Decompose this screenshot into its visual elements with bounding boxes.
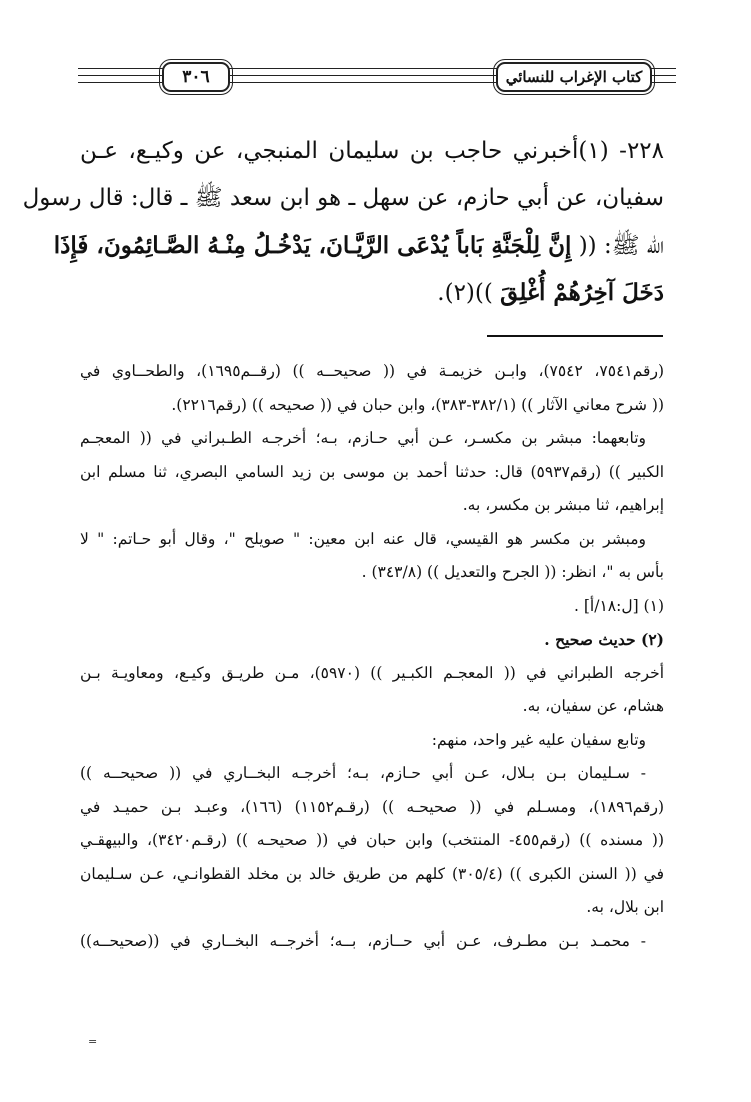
footnotes — [80, 355, 664, 958]
footnote-line: ابن بلال، به. — [586, 898, 664, 916]
footnote-line: وتابع سفيان عليه غير واحد، منهم: — [431, 730, 646, 749]
continuation-mark: = — [88, 1035, 98, 1048]
footnote-separator — [487, 335, 663, 337]
footnote-line: في (( السنن الكبرى )) (٣٠٥/٤) كلهم من طريق خالد بن مخلد القطوانـي، عـن سـليمان — [80, 864, 664, 883]
footnote-line: إبراهيم، ثنا مبشر بن مكسر، به. — [462, 496, 664, 514]
hadith-line-2 — [22, 175, 664, 222]
footnote-line: الكبير )) (رقم٥٩٣٧) قال: حدثنا أحمد بن موسى بن زيد السامي البصري، ثنا مسلم ابن — [80, 462, 664, 481]
hadith-line-1 — [80, 128, 664, 175]
footnote-ref-1: (١) [ل:١٨/أ] . — [574, 596, 664, 615]
page-header — [78, 54, 676, 98]
hadith-line-3-intro: الله ﷺ: (( — [578, 233, 664, 259]
hadith-matn-part-2: دَخَلَ آخِرُهُمْ أُغْلِقَ — [500, 279, 664, 306]
hadith-line-2-text: سفيان، عن أبي حازم، عن سهل ـ هو ابن سعد ﷺ ـ قال: قال رسول — [22, 185, 664, 211]
hadith-matn-part-1: إِنَّ لِلْجَنَّةِ بَاباً يُدْعَى الرَّيَّـانَ، يَدْخُـلُ مِنْـهُ الصَّـائِمُونَ، فَإِذَا — [53, 232, 572, 259]
footnote-line: بأس به "، انظر: (( الجرح والتعديل )) (٣٤٣/٨) . — [361, 563, 664, 581]
footnote-line: (( شرح معاني الآثار )) (٣٨٢/١-٣٨٣)، وابن حبان في (( صحيحه )) (رقم٢٢١٦). — [171, 395, 664, 414]
footnote-line: هشام، عن سفيان، به. — [522, 697, 664, 715]
footnote-line: - سـليمان بـن بـلال، عـن أبي حـازم، بـه؛ أخرجـه البخــاري في (( صحيحــه )) — [80, 764, 646, 782]
footnote-line: - محمـد بـن مطـرف، عـن أبي حــازم، بــه؛ أخرجــه البخــاري في ((صحيحــه)) — [80, 931, 646, 950]
hadith-text — [22, 128, 664, 316]
footnote-line: (رقم٧٥٤١، ٧٥٤٢)، وابـن خزيمـة في (( صحيحــه )) (رقــم١٦٩٥)، والطحــاوي في — [80, 362, 664, 380]
hadith-line-3 — [53, 222, 664, 269]
footnote-line: وتابعهما: مبشر بن مكسـر، عـن أبي حـازم، بـه؛ أخرجـه الطـبراني في (( المعجـم — [80, 429, 646, 447]
hadith-line-4 — [80, 269, 664, 316]
footnote-line: أخرجه الطبراني في (( المعجـم الكبـير )) (٥٩٧٠)، مـن طريـق وكيـع، ومعاويـة بـن — [80, 663, 664, 682]
footnote-line: ومبشر بن مكسر هو القيسي، قال عنه ابن معين: " صويلح "، وقال أبو حـاتم: " لا — [80, 529, 646, 548]
footnote-line: (( مسنده )) (رقم٤٥٥- المنتخب) وابن حبان في (( صحيحـه )) (رقـم٣٤٢٠)، والبيهقـي — [80, 831, 664, 849]
page-number: ٣٠٦ — [162, 62, 230, 92]
hadith-line-4-end: ))(٢). — [437, 280, 493, 306]
footnote-ref-2: (٢) حديث صحيح . — [544, 630, 664, 649]
footnote-line: (رقم١٨٩٦)، ومسـلم في (( صحيحـه )) (رقـم١١٥٢) (١٦٦)، وعبـد بـن حميـد في — [80, 797, 664, 816]
hadith-line-1-text: ٢٢٨- (١)أخبرني حاجب بن سليمان المنبجي، عن وكيـع، عـن — [80, 138, 664, 164]
book-title: كتاب الإغراب للنسائي — [496, 62, 652, 92]
